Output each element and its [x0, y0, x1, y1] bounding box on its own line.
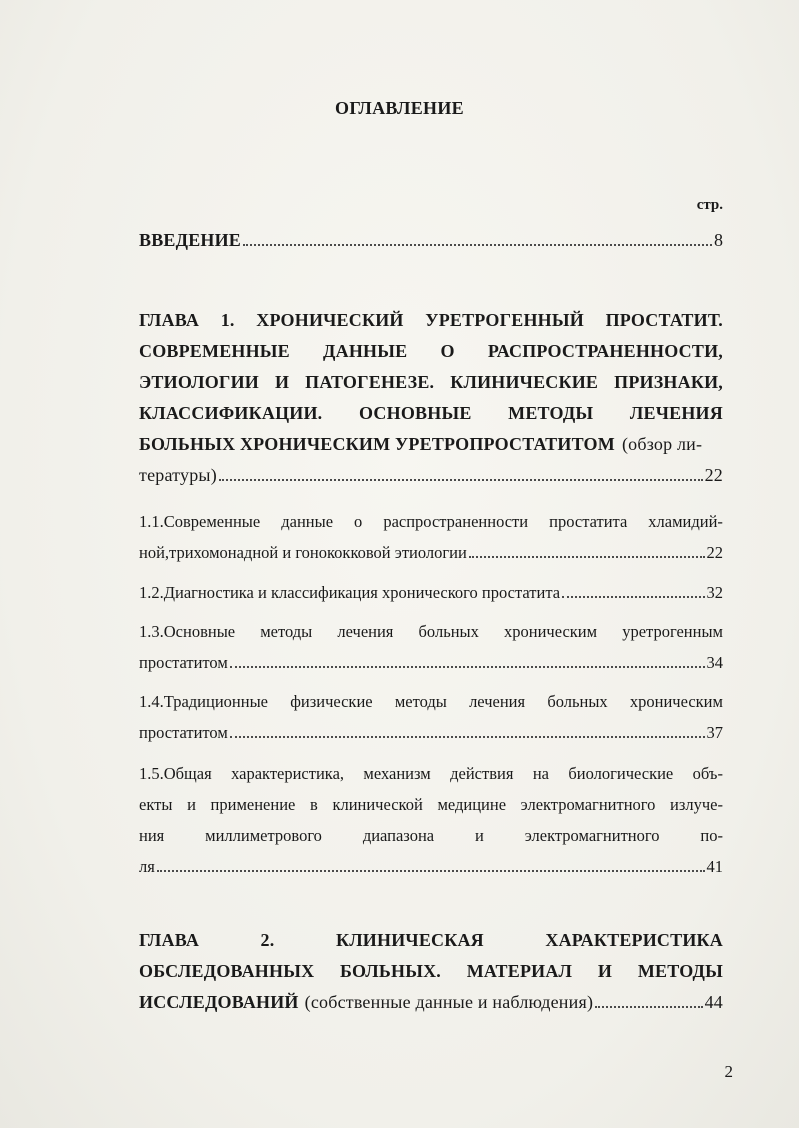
dot-leader	[219, 479, 703, 481]
toc-entry-label: ВВЕДЕНИЕ	[139, 230, 242, 250]
dot-leader	[230, 736, 705, 738]
toc-page-number: 22	[706, 543, 723, 562]
dot-leader	[562, 596, 704, 598]
dot-leader	[595, 1006, 702, 1008]
toc-page-number: 41	[706, 857, 723, 876]
toc-page-number: 34	[706, 653, 723, 672]
toc-page-number: 22	[704, 465, 723, 485]
chapter-1-heading-line-1: ГЛАВА 1. ХРОНИЧЕСКИЙ УРЕТРОГЕННЫЙ ПРОСТАТИТ.	[139, 310, 723, 330]
chapter-1-heading-line-3: ЭТИОЛОГИИ И ПАТОГЕНЕЗЕ. КЛИНИЧЕСКИЕ ПРИЗНАКИ,	[139, 372, 723, 392]
toc-entry-chapter-2[interactable]: ГЛАВА 2. КЛИНИЧЕСКАЯ ХАРАКТЕРИСТИКА ОБСЛЕДОВАННЫХ БОЛЬНЫХ. МАТЕРИАЛ И МЕТОДЫ ИССЛЕДОВАНИЙ (собственные данные и наблюдения) 44	[139, 930, 723, 1012]
toc-page-number: 8	[714, 230, 723, 250]
toc-page-number: 32	[706, 583, 723, 602]
chapter-1-heading-line-6: тературы) 22	[139, 465, 723, 485]
chapter-1-heading-line-5: БОЛЬНЫХ ХРОНИЧЕСКИМ УРЕТРОПРОСТАТИТОМ (обзор ли-	[139, 434, 703, 454]
page-title: ОГЛАВЛЕНИЕ	[335, 98, 464, 118]
toc-entry-section-1-4[interactable]: 1.4.Традиционные физические методы лечения больных хроническим простатитом 37	[139, 692, 723, 742]
chapter-1-heading-line-4: КЛАССИФИКАЦИИ. ОСНОВНЫЕ МЕТОДЫ ЛЕЧЕНИЯ	[139, 403, 723, 423]
chapter-1-heading-line-2: СОВРЕМЕННЫЕ ДАННЫЕ О РАСПРОСТРАНЕННОСТИ,	[139, 341, 723, 361]
dot-leader	[230, 666, 705, 668]
dot-leader	[469, 556, 705, 558]
page-column-label: стр.	[696, 197, 723, 213]
dot-leader	[157, 870, 705, 872]
toc-entry-section-1-2[interactable]: 1.2.Диагностика и классификация хронического простатита 32	[139, 583, 723, 602]
toc-page-number: 37	[706, 723, 723, 742]
toc-entry-section-1-1[interactable]: 1.1.Современные данные о распространенности простатита хламидий- ной,трихомонадной и гонококковой этиологии 22	[139, 512, 723, 562]
toc-entry-section-1-5[interactable]: 1.5.Общая характеристика, механизм действия на биологические объ- екты и применение в клинической медицине электромагнитного излуче- ния миллиметрового диапазона и электромагнитного по- ля 41	[139, 764, 723, 876]
toc-page-number: 44	[704, 992, 723, 1012]
toc-entry-section-1-3[interactable]: 1.3.Основные методы лечения больных хроническим уретрогенным простатитом 34	[139, 622, 723, 672]
toc-entry-intro[interactable]	[139, 230, 723, 261]
page-number: 2	[724, 1062, 733, 1081]
dot-leader	[243, 244, 712, 246]
toc-entry-chapter-1[interactable]	[139, 310, 723, 496]
